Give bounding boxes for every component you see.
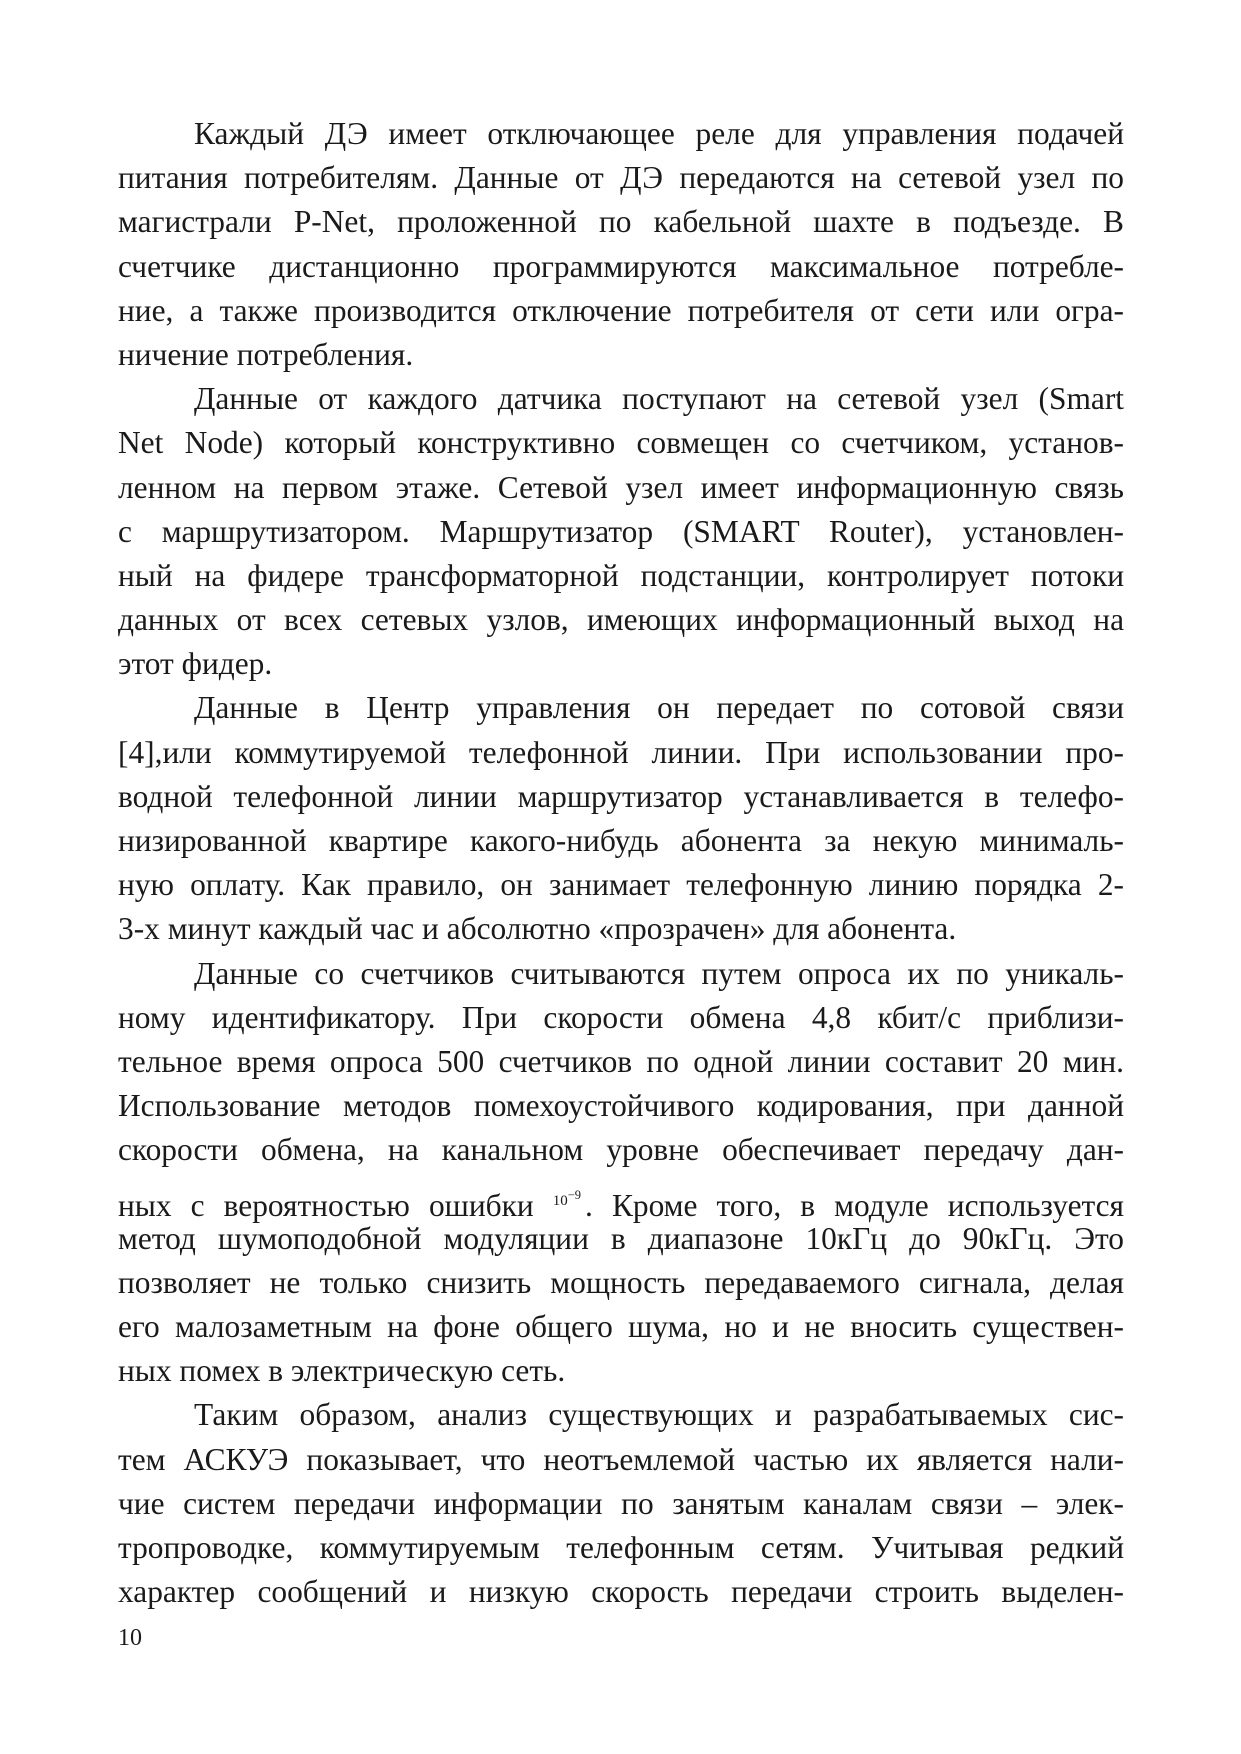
paragraph-4-formula-line: [118, 1173, 1124, 1223]
paragraph-1-line-3: магистрали P-Net, проложенной по кабельной шахте в подъезде. В: [118, 204, 1124, 240]
paragraph-1-line-5: ние, а также производится отключение потребителя от сети или огра-: [118, 292, 1124, 328]
paragraph-5-line-1: Таким образом, анализ существующих и разрабатываемых сис-: [194, 1397, 1124, 1433]
paragraph-5-line-4: тропроводке, коммутируемым телефонным сетям. Учитывая редкий: [118, 1530, 1124, 1565]
paragraph-3-line-4: низированной квартире какого-нибудь абонента за некую минималь-: [118, 823, 1124, 858]
paragraph-2-line-6: данных от всех сетевых узлов, имеющих информационный выход на: [118, 602, 1124, 638]
paragraph-2-line-2: Net Node) который конструктивно совмещен со счетчиком, установ-: [118, 425, 1124, 461]
paragraph-5-line-2: тем АСКУЭ показывает, что неотъемлемой частью их является нали-: [118, 1441, 1124, 1477]
paragraph-4-line-5: скорости обмена, на канальном уровне обеспечивает передачу дан-: [118, 1132, 1124, 1168]
paragraph-4-line-10: ных помех в электрическую сеть.: [118, 1353, 566, 1389]
paragraph-2-line-7: этот фидер.: [118, 646, 273, 682]
paragraph-2-line-1: Данные от каждого датчика поступают на сетевой узел (Smart: [194, 381, 1124, 417]
formula-base: 10: [552, 1192, 568, 1209]
paragraph-3-line-2: [4],или коммутируемой телефонной линии. При использовании про-: [118, 734, 1124, 770]
paragraph-3-line-5: ную оплату. Как правило, он занимает телефонную линию порядка 2-: [118, 867, 1124, 903]
paragraph-4-line-8: позволяет не только снизить мощность передаваемого сигнала, делая: [118, 1264, 1124, 1300]
paragraph-4-line-7: метод шумоподобной модуляции в диапазоне 10кГц до 90кГц. Это: [118, 1220, 1124, 1256]
formula-line-before: ных с вероятностью ошибки: [118, 1187, 553, 1223]
paragraph-3-line-6: 3-х минут каждый час и абсолютно «прозрачен» для абонента.: [118, 911, 957, 947]
page-body: [118, 112, 1124, 1614]
paragraph-4-line-2: ному идентификатору. При скорости обмена 4,8 кбит/с приблизи-: [118, 999, 1124, 1035]
paragraph-4-line-3: тельное время опроса 500 счетчиков по одной линии составит 20 мин.: [118, 1043, 1124, 1079]
formula-exponent: −9: [567, 1187, 582, 1202]
paragraph-1-line-1: Каждый ДЭ имеет отключающее реле для управления подачей: [194, 116, 1124, 151]
formula-line-after: . Кроме того, в модуле используется: [585, 1187, 1124, 1223]
paragraph-4-line-4: Использование методов помехоустойчивого кодирования, при данной: [118, 1088, 1124, 1124]
paragraph-5-line-3: чие систем передачи информации по занятым каналам связи – элек-: [118, 1485, 1124, 1521]
paragraph-1-line-2: питания потребителям. Данные от ДЭ передаются на сетевой узел по: [118, 160, 1124, 196]
page-number: 10: [118, 1625, 142, 1651]
paragraph-1-line-4: счетчике дистанционно программируются максимальное потребле-: [118, 248, 1124, 284]
paragraph-2-line-5: ный на фидере трансформаторной подстанции, контролирует потоки: [118, 557, 1124, 593]
paragraph-3-line-3: водной телефонной линии маршрутизатор устанавливается в телефо-: [118, 778, 1124, 814]
paragraph-3-line-1: Данные в Центр управления он передает по сотовой связи: [194, 690, 1124, 726]
paragraph-4-line-9: его малозаметным на фоне общего шума, но и не вносить существен-: [118, 1309, 1124, 1345]
paragraph-1-line-6: ничение потребления.: [118, 336, 414, 372]
error-probability-formula: [552, 1187, 585, 1209]
paragraph-4-line-1: Данные со счетчиков считываются путем опроса их по уникаль-: [194, 955, 1124, 991]
paragraph-2-line-3: ленном на первом этаже. Сетевой узел имеет информационную связь: [118, 469, 1124, 505]
paragraph-5-line-5: характер сообщений и низкую скорость передачи строить выделен-: [118, 1574, 1124, 1610]
paragraph-2-line-4: с маршрутизатором. Маршрутизатор (SMART Router), установлен-: [118, 513, 1124, 549]
